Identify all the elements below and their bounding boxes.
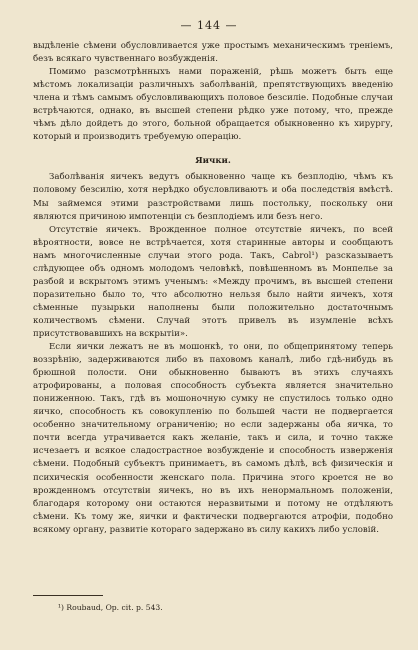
body-text: [33, 40, 393, 537]
footnote: ¹) Roubaud, Op. cit. p. 543.: [58, 603, 163, 612]
paragraph: Заболѣванія яичекъ ведутъ обыкновенно чаще къ безплодію, чѣмъ къ половому безсилію, хотя нерѣдко обусловливаютъ и оба последствія вмѣстѣ. Мы займемся этими разстройствами лишь постольку, поскольку они являются причиною импотенціи съ безплодіемъ или безъ него.: [33, 172, 393, 222]
page-number: — 144 —: [180, 19, 238, 32]
paragraph: Отсутствіе яичекъ. Врожденное полное отсутствіе яичекъ, по всей вѣроятности, вовсе не встрѣчается, хотя старинные авторы и сообщаютъ намъ многочисленные случаи этого рода. Такъ, Cabrol¹) разсказываетъ слѣдующее объ одномъ молодомъ человѣкѣ, повѣшенномъ въ Монпелье за разбой и вскрытомъ этимъ ученымъ: «Между прочимъ, въ высшей степени поразительно было то, что абсолютно нельзя было найти яичекъ, хотя сѣменные пузырьки наполнены были положительно достаточнымъ количествомъ сѣмени. Случай этотъ привелъ въ изумленіе всѣхъ присутствовавшихъ на вскрытіи».: [33, 224, 393, 339]
section-heading: Яички.: [195, 156, 231, 167]
footnote-divider: [33, 595, 103, 596]
paragraph: Если яички лежатъ не въ мошонкѣ, то они, по общепринятому теперь воззрѣнію, задерживаются либо въ паховомъ каналѣ, либо гдѣ-нибудь въ брюшной полости. Они обыкновенно бываютъ въ этихъ случаяхъ атрофированы, а половая способность субъекта является значительно пониженною. Такъ, гдѣ въ мошоночную сумку не спустилось только одно яичко, способность къ совокупленію по большей части не подвергается особенно значительному ограниченію; но если задержаны оба яичка, то почти всегда утрачивается какъ желаніе, такъ и сила, и точно также исчезаетъ и всякое сладострастное возбужденіе и способность изверженія сѣмени. Подобный субъектъ принимаетъ, въ самомъ дѣлѣ, всѣ физическія и психическія особенности женскаго пола. Причина этого кроется не во врожденномъ отсутствіи яичекъ, но въ ихъ ненормальномъ положеніи, благодаря которому они остаются неразвитыми и потому не отдѣляютъ сѣмени. Къ тому же, яички и фактически подвергаются атрофіи, подобно всякому органу, развитіе котораго задержано въ силу какихъ либо условій.: [33, 342, 393, 535]
paragraph: Помимо разсмотрѣнныхъ нами пораженій, рѣшь можетъ быть еще мѣстомъ локализаціи различныхъ заболѣваній, препятствующихъ введенію члена и тѣмъ самымъ обусловливающихъ половое безсиліе. Подобные случаи встрѣчаются, однако, въ высшей степени рѣдко уже потому, что, прежде чѣмъ дѣло дойдетъ до этого, больной обращается обыкновенно къ хирургу, который и производитъ требуемую операцію.: [33, 67, 393, 143]
paragraph: выдѣленіе сѣмени обусловливается уже простымъ механическимъ треніемъ, безъ всякаго чувственнаго возбужденія.: [33, 41, 393, 65]
